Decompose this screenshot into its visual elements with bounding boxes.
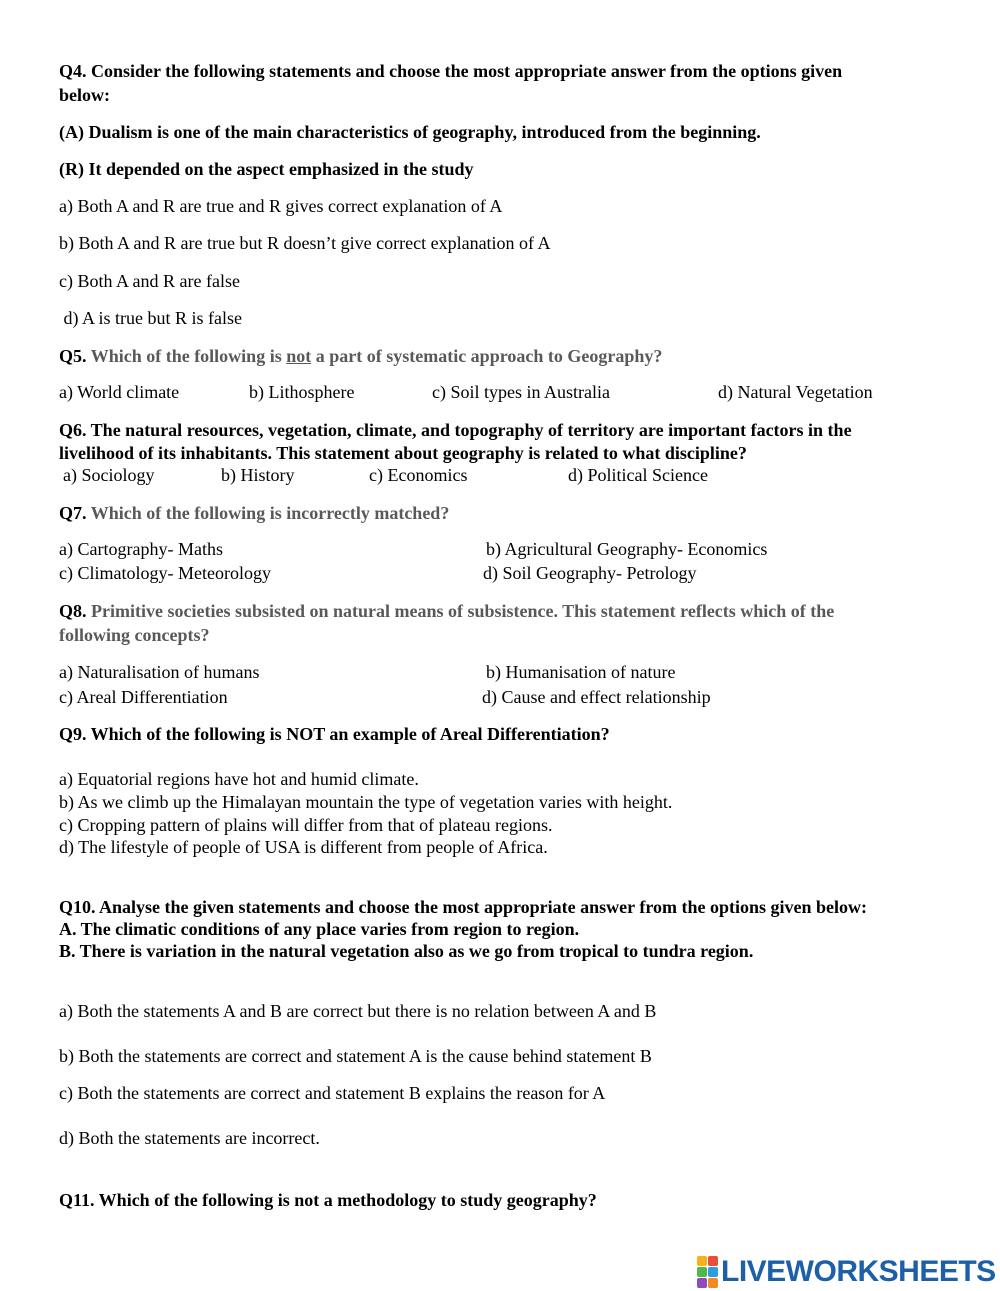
logo-tile	[697, 1267, 707, 1277]
logo-tile	[708, 1278, 718, 1288]
q9-stem: Q9. Which of the following is NOT an example of Areal Differentiation?	[59, 724, 610, 744]
q8-option-d: d) Cause and effect relationship	[482, 687, 711, 707]
q6-option-c: c) Economics	[369, 465, 468, 485]
q7-number: Q7.	[59, 503, 87, 523]
q11-stem: Q11. Which of the following is not a methodology to study geography?	[59, 1190, 597, 1210]
q6-stem-line1: Q6. The natural resources, vegetation, climate, and topography of territory are important factors in the	[59, 420, 852, 440]
q10-statement-a: A. The climatic conditions of any place varies from region to region.	[59, 919, 580, 939]
logo-tile	[708, 1256, 718, 1266]
q8-option-a: a) Naturalisation of humans	[59, 662, 260, 682]
q5-stem-post: a part of systematic approach to Geography?	[311, 346, 663, 366]
q4-stem-line2: below:	[59, 85, 110, 105]
q5-option-a: a) World climate	[59, 382, 180, 402]
q4-option-b: b) Both A and R are true but R doesn’t give correct explanation of A	[59, 233, 551, 253]
q10-option-b: b) Both the statements are correct and statement A is the cause behind statement B	[59, 1046, 652, 1066]
q5-option-b: b) Lithosphere	[249, 382, 355, 402]
q5-stem	[59, 345, 662, 367]
q7-stem	[59, 502, 449, 524]
q5-number: Q5.	[59, 346, 87, 366]
q4-option-d: d) A is true but R is false	[59, 308, 242, 328]
q4-option-a: a) Both A and R are true and R gives correct explanation of A	[59, 196, 503, 216]
q4-reason: (R) It depended on the aspect emphasized in the study	[59, 159, 474, 179]
q8-stem-line1	[59, 600, 834, 622]
q10-option-c: c) Both the statements are correct and statement B explains the reason for A	[59, 1083, 606, 1103]
q7-option-c: c) Climatology- Meteorology	[59, 563, 271, 583]
q8-option-b: b) Humanisation of nature	[486, 662, 676, 682]
q5-stem-pre: Which of the following is	[86, 346, 287, 366]
logo-tile	[697, 1278, 707, 1288]
q6-option-d: d) Political Science	[568, 465, 708, 485]
q9-option-b: b) As we climb up the Himalayan mountain the type of vegetation varies with height.	[59, 792, 673, 812]
q6-option-a: a) Sociology	[63, 465, 155, 485]
logo-tile	[697, 1256, 707, 1266]
q8-stem-line2: following concepts?	[59, 625, 210, 645]
q4-option-c: c) Both A and R are false	[59, 271, 240, 291]
q9-option-c: c) Cropping pattern of plains will differ from that of plateau regions.	[59, 815, 553, 835]
q7-option-b: b) Agricultural Geography- Economics	[486, 539, 768, 559]
q6-stem-line2: livelihood of its inhabitants. This statement about geography is related to what discipline?	[59, 443, 747, 463]
liveworksheets-logo	[697, 1255, 996, 1289]
q7-option-a: a) Cartography- Maths	[59, 539, 223, 559]
logo-tile	[708, 1267, 718, 1277]
q4-stem-line1: Q4. Consider the following statements and choose the most appropriate answer from the options given	[59, 61, 843, 81]
q8-stem-text: Primitive societies subsisted on natural means of subsistence. This statement reflects which of the	[86, 601, 835, 621]
q8-number: Q8.	[59, 601, 87, 621]
q5-option-d: d) Natural Vegetation	[718, 382, 873, 402]
q5-option-c: c) Soil types in Australia	[432, 382, 610, 402]
q9-option-a: a) Equatorial regions have hot and humid climate.	[59, 769, 419, 789]
logo-text: LIVEWORKSHEETS	[721, 1255, 996, 1288]
q9-option-d: d) The lifestyle of people of USA is different from people of Africa.	[59, 837, 548, 857]
q6-option-b: b) History	[221, 465, 295, 485]
q10-statement-b: B. There is variation in the natural vegetation also as we go from tropical to tundra region.	[59, 941, 754, 961]
q7-option-d: d) Soil Geography- Petrology	[483, 563, 697, 583]
q4-assertion: (A) Dualism is one of the main characteristics of geography, introduced from the beginning.	[59, 122, 761, 142]
q10-option-a: a) Both the statements A and B are correct but there is no relation between A and B	[59, 1001, 657, 1021]
q5-stem-emphasis: not	[286, 346, 312, 366]
q10-option-d: d) Both the statements are incorrect.	[59, 1128, 320, 1148]
q8-option-c: c) Areal Differentiation	[59, 687, 228, 707]
logo-mark-icon	[697, 1256, 718, 1288]
q7-stem-text: Which of the following is incorrectly matched?	[86, 503, 450, 523]
q10-stem-line1: Q10. Analyse the given statements and choose the most appropriate answer from the options given below:	[59, 897, 867, 917]
